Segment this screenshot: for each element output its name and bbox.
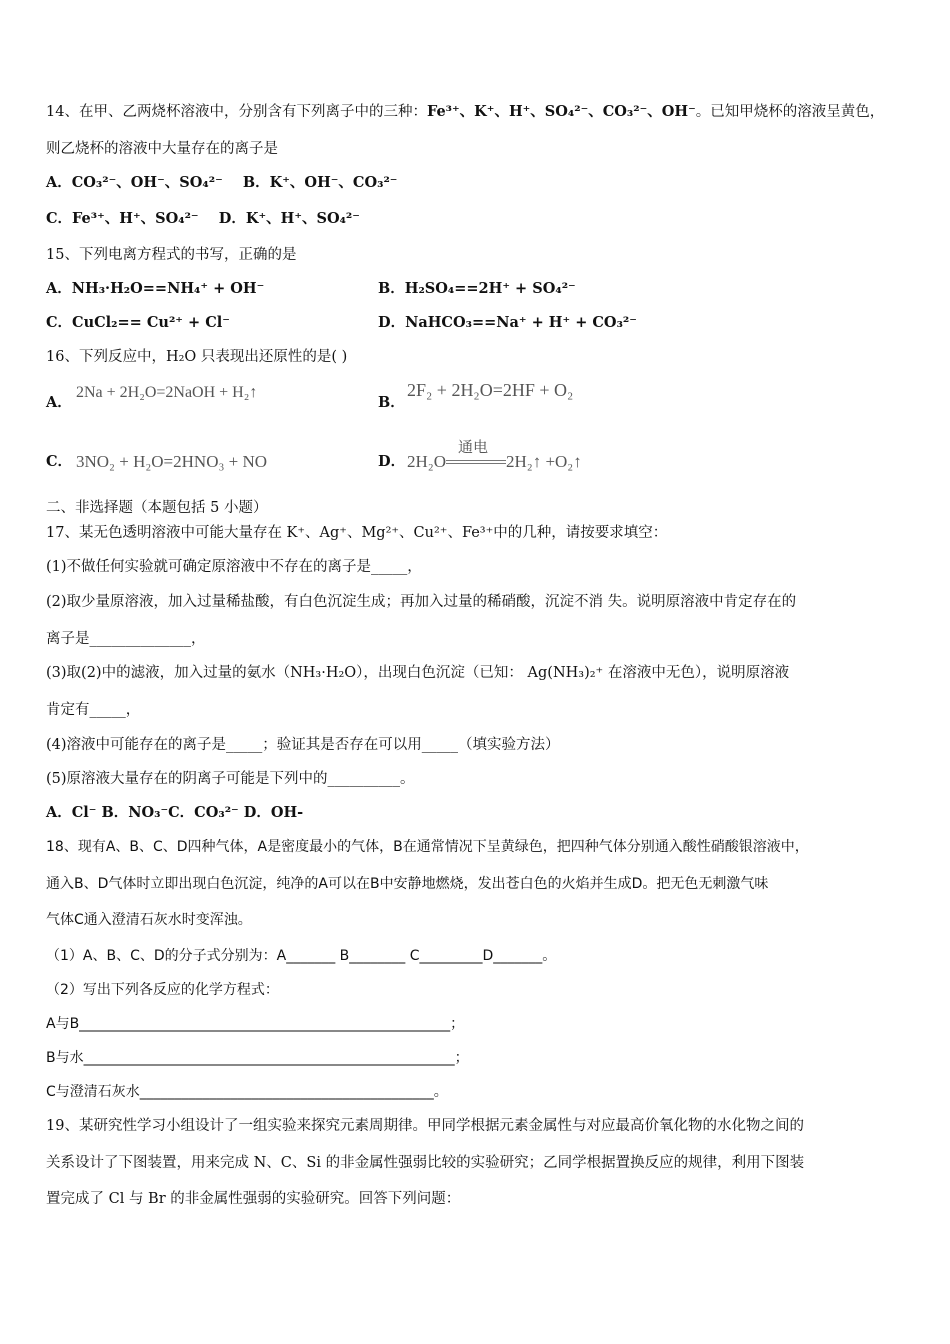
section-heading: 二、非选择题（本题包括 5 小题）	[46, 500, 268, 516]
q18-part1: （1）A、B、C、D的分子式分别为：A_______ B________ C_________D_______。	[46, 948, 557, 964]
q18-equation-c-limewater: C与澄清石灰水__________________________________________。	[46, 1084, 448, 1100]
q14-options-cd	[46, 209, 360, 229]
q16-label-a: A．	[46, 394, 72, 411]
q17-part3-line1: (3)取(2)中的滤液，加入过量的氨水（NH₃·H₂O），出现白色沉淀（已知： Ag(NH₃)₂⁺ 在溶液中无色），说明原溶液	[46, 665, 790, 681]
q16-equation-b: 2F₂ + 2H₂O=2HF + O₂	[407, 380, 574, 400]
q14-stem-a: 14、在甲、乙两烧杯溶液中，分别含有下列离子中的三种：	[46, 104, 427, 120]
q17-stem: 17、某无色透明溶液中可能大量存在 K⁺、Ag⁺、Mg²⁺、Cu²⁺、Fe³⁺中的几种，请按要求填空：	[46, 525, 668, 541]
q15-stem: 15、下列电离方程式的书写，正确的是	[46, 247, 297, 263]
q18-line3: 气体C通入澄清石灰水时变浑浊。	[46, 912, 252, 928]
q16-label-d: D．	[378, 453, 406, 470]
q16-label-b: B．	[378, 394, 405, 411]
q17-part1: (1)不做任何实验就可确定原溶液中不存在的离子是_____，	[46, 559, 422, 575]
q16-equation-d	[407, 440, 582, 472]
q17-part2-line2: 离子是______________，	[46, 631, 206, 647]
q16-equation-c: 3NO₂ + H₂O=2HNO₃ + NO	[76, 452, 268, 471]
q14-stem-b: 。已知甲烧杯的溶液呈黄色，	[695, 104, 885, 120]
q17-part4: (4)溶液中可能存在的离子是_____；验证其是否存在可以用_____（填实验方法）	[46, 737, 560, 753]
q16-label-c: C．	[46, 453, 73, 470]
q17-part2-line1: (2)取少量原溶液，加入过量稀盐酸，有白色沉淀生成；再加入过量的稀硝酸，沉淀不消 失。说明原溶液中肯定存在的	[46, 594, 797, 610]
q16-equation-a: 2Na + 2H₂O=2NaOH + H₂↑	[76, 384, 258, 401]
q19-line1: 19、某研究性学习小组设计了一组实验来探究元素周期律。甲同学根据元素金属性与对应最高价氧化物的水化物之间的	[46, 1118, 804, 1134]
q17-part5: (5)原溶液大量存在的阴离子可能是下列中的__________。	[46, 771, 415, 787]
q17-part3-line2: 肯定有_____，	[46, 702, 141, 718]
q14-option-c: C．Fe³⁺、H⁺、SO₄²⁻	[46, 210, 199, 227]
q14-stem-line2: 则乙烧杯的溶液中大量存在的离子是	[46, 141, 278, 157]
q14-ions: Fe³⁺、K⁺、H⁺、SO₄²⁻、CO₃²⁻、OH⁻	[426, 103, 696, 120]
q16-option-c	[46, 452, 72, 472]
q14-option-d: D．K⁺、H⁺、SO₄²⁻	[218, 210, 360, 227]
q16-option-a	[46, 393, 72, 413]
q16-eq-d-condition: 通电	[457, 440, 488, 456]
q16-eq-d-left: 2H₂O	[407, 452, 446, 471]
q14-option-a: A．CO₃²⁻、OH⁻、SO₄²⁻	[46, 174, 223, 191]
q19-line2: 关系设计了下图装置，用来完成 N、C、Si 的非金属性强弱比较的实验研究；乙同学根据置换反应的规律，利用下图装	[46, 1155, 805, 1171]
q16-stem: 16、下列反应中，H₂O 只表现出还原性的是( )	[46, 349, 348, 365]
q16-eq-d-arrow	[446, 440, 506, 472]
q15-option-a: A．NH₃·H₂O==NH₄⁺ + OH⁻	[46, 280, 265, 297]
q14-options-ab	[46, 173, 397, 193]
q19-line3: 置完成了 Cl 与 Br 的非金属性强弱的实验研究。回答下列问题：	[46, 1191, 461, 1207]
q15-option-c: C．CuCl₂== Cu²⁺ + Cl⁻	[46, 314, 230, 331]
q18-equation-ab: A与B_____________________________________________________；	[46, 1016, 465, 1032]
q17-options: A．Cl⁻ B．NO₃⁻C．CO₃²⁻ D．OH-	[46, 804, 304, 821]
q18-line2: 通入B、D气体时立即出现白色沉淀，纯净的A可以在B中安静地燃烧，发出苍白色的火焰并生成D。把无色无刺激气味	[46, 876, 769, 892]
q18-part2: （2）写出下列各反应的化学方程式：	[46, 982, 279, 998]
q18-equation-b-water: B与水_____________________________________________________；	[46, 1050, 469, 1066]
q14-stem-line1	[46, 102, 884, 122]
q16-option-b	[378, 393, 405, 413]
q18-line1: 18、现有A、B、C、D四种气体，A是密度最小的气体，B在通常情况下呈黄绿色，把四种气体分别通入酸性硝酸银溶液中，	[46, 839, 809, 855]
q14-option-b: B．K⁺、OH⁻、CO₃²⁻	[242, 174, 398, 191]
q16-eq-d-right: 2H₂↑ +O₂↑	[505, 452, 582, 471]
q15-option-d: D．NaHCO₃==Na⁺ + H⁺ + CO₃²⁻	[378, 314, 637, 331]
q15-option-b: B．H₂SO₄==2H⁺ + SO₄²⁻	[378, 280, 576, 297]
q16-option-d	[378, 452, 405, 472]
